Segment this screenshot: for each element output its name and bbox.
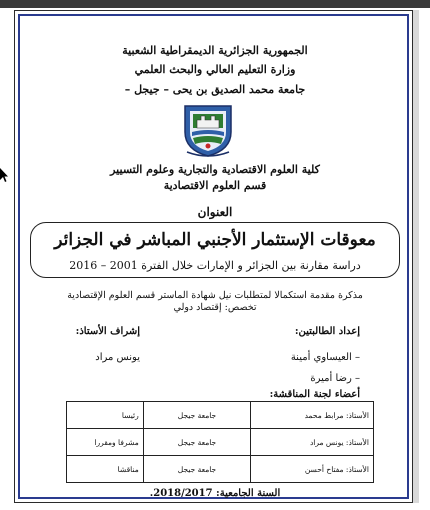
prepared-by-label: إعداد الطالبتين: — [294, 326, 360, 337]
member-university: جامعة جيجل — [143, 402, 250, 429]
memo-description: مذكرة مقدمة استكمالا لمتطلبات نيل شهادة الماستر قسم العلوم الإقتصادية — [67, 290, 363, 301]
student-name-1: – العيساوي أمينة — [290, 352, 360, 363]
student-name-2: – رضا أميرة — [310, 373, 360, 384]
table-row — [67, 402, 374, 429]
member-role: مشرفا ومقررا — [67, 429, 144, 456]
member-role: مناقشا — [67, 456, 144, 483]
member-university: جامعة جيجل — [143, 456, 250, 483]
thesis-subtitle: دراسة مقارنة بين الجزائر و الإمارات خلال الفترة 2001 – 2016 — [69, 259, 361, 272]
ministry-name: وزارة التعليم العالي والبحث العلمي — [134, 63, 296, 76]
viewer-top-bar — [0, 0, 430, 8]
member-name: الأستاذ: مفتاح أحسن — [251, 456, 374, 483]
member-name: الأستاذ: مرابط محمد — [251, 402, 374, 429]
supervisor-name: يونس مراد — [95, 352, 140, 363]
academic-year: السنة الجامعية: 2018/2017. — [149, 488, 281, 499]
thesis-title: معوقات الإستثمار الأجنبي المباشر في الجزائر — [54, 230, 376, 250]
member-role: رئيسا — [67, 402, 144, 429]
department-name: قسم العلوم الاقتصادية — [163, 179, 267, 192]
title-label: العنوان — [197, 205, 233, 219]
member-name: الأستاذ: يونس مراد — [251, 429, 374, 456]
university-name: جامعة محمد الصديق بن يحى – جيجل – — [124, 83, 306, 96]
table-row — [67, 429, 374, 456]
faculty-name: كلية العلوم الاقتصادية والتجارية وعلوم التسيير — [110, 163, 320, 176]
committee-table — [66, 401, 374, 483]
university-logo — [179, 102, 237, 158]
member-university: جامعة جيجل — [143, 429, 250, 456]
republic-name: الجمهورية الجزائرية الديمقراطية الشعبية — [122, 44, 308, 57]
table-row — [67, 456, 374, 483]
committee-label: أعضاء لجنة المناقشة: — [269, 389, 360, 400]
specialization: تخصص: إقتصاد دولي — [173, 302, 257, 313]
supervisor-label: إشراف الأستاذ: — [75, 326, 140, 337]
